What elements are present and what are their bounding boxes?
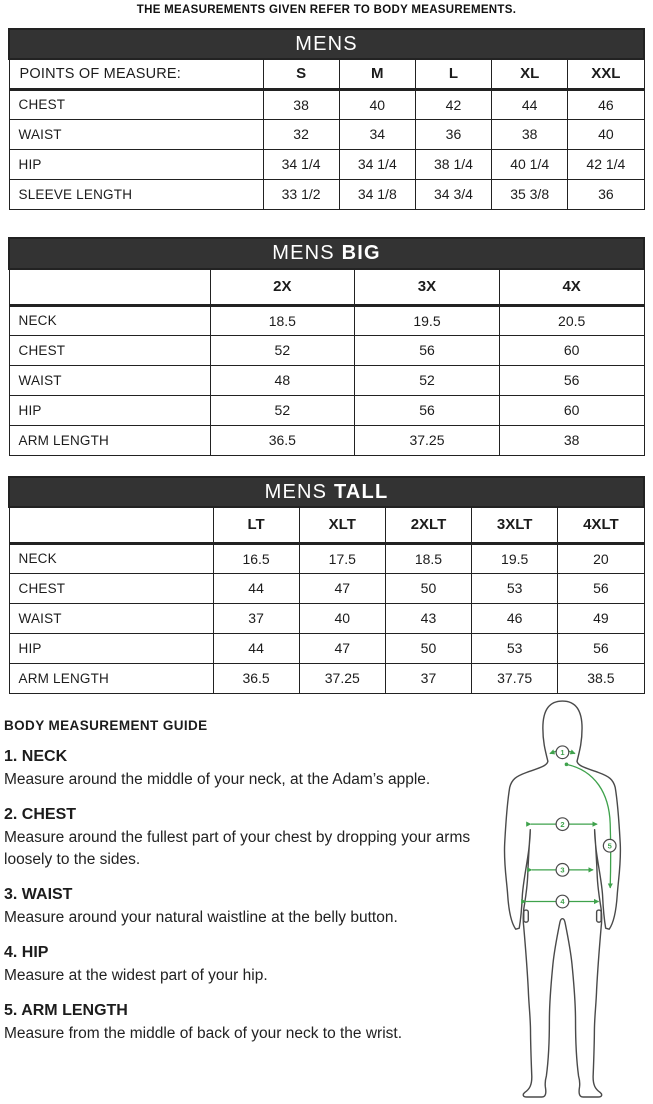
measure-value-cell: 34 1/4 xyxy=(339,149,415,179)
measure-row-label: CHEST xyxy=(9,573,213,603)
measure-value-cell: 44 xyxy=(213,633,299,663)
neck-arrow-right xyxy=(569,751,575,753)
measure-value-cell: 37.25 xyxy=(355,425,500,455)
measure-value-cell: 44 xyxy=(213,573,299,603)
marker-number-3: 3 xyxy=(560,865,565,875)
measure-value-cell: 34 xyxy=(339,119,415,149)
measure-value-cell: 50 xyxy=(385,573,471,603)
guide-section-body-hip: Measure at the widest part of your hip. xyxy=(4,967,268,984)
measure-value-cell: 34 1/4 xyxy=(263,149,339,179)
marker-number-5: 5 xyxy=(607,841,612,851)
measure-value-cell: 56 xyxy=(558,573,644,603)
size-column-header: XL xyxy=(492,59,568,89)
measure-row-label: NECK xyxy=(9,543,213,573)
measure-value-cell: 18.5 xyxy=(385,543,471,573)
guide-section-title-arm-length: 5. ARM LENGTH xyxy=(4,1002,128,1019)
points-of-measure-label xyxy=(9,269,210,305)
table-title-bar xyxy=(9,238,644,269)
measure-row-label: WAIST xyxy=(9,119,263,149)
guide-section-body-arm-length: Measure from the middle of back of your neck to the wrist. xyxy=(4,1025,403,1042)
measure-row xyxy=(9,305,644,335)
arm-length-start-dot xyxy=(565,763,569,767)
guide-heading: BODY MEASUREMENT GUIDE xyxy=(4,718,208,733)
measure-value-cell: 36.5 xyxy=(210,425,355,455)
table-title: MENS xyxy=(264,480,334,503)
measure-value-cell: 43 xyxy=(385,603,471,633)
table-title: MENS xyxy=(295,32,358,55)
measure-value-cell: 20.5 xyxy=(499,305,644,335)
size-column-header: 3X xyxy=(355,269,500,305)
marker-number-1: 1 xyxy=(560,747,565,757)
measure-row xyxy=(9,179,644,209)
points-of-measure-label xyxy=(9,507,213,543)
guide-section-body-waist: Measure around your natural waistline at the belly button. xyxy=(4,909,398,926)
mens-big-size-table xyxy=(8,237,645,456)
size-column-header: 3XLT xyxy=(472,507,558,543)
measure-value-cell: 53 xyxy=(472,573,558,603)
measure-value-cell: 49 xyxy=(558,603,644,633)
measure-value-cell: 52 xyxy=(210,335,355,365)
measure-row-label: WAIST xyxy=(9,603,213,633)
guide-section-title-neck: 1. NECK xyxy=(4,748,68,765)
measure-value-cell: 47 xyxy=(299,573,385,603)
measure-value-cell: 52 xyxy=(355,365,500,395)
measure-value-cell: 37 xyxy=(385,663,471,693)
measure-value-cell: 52 xyxy=(210,395,355,425)
measure-value-cell: 46 xyxy=(568,89,644,119)
measure-value-cell: 56 xyxy=(558,633,644,663)
measure-row xyxy=(9,603,644,633)
measure-row xyxy=(9,543,644,573)
body-measurement-guide xyxy=(4,718,490,1045)
measure-value-cell: 38 xyxy=(263,89,339,119)
measure-row-label: CHEST xyxy=(9,89,263,119)
measure-value-cell: 37.25 xyxy=(299,663,385,693)
neck-arrow-left xyxy=(550,751,556,753)
guide-section-body-neck: Measure around the middle of your neck, at the Adam’s apple. xyxy=(4,771,431,788)
size-column-header: S xyxy=(263,59,339,89)
size-column-header: 2XLT xyxy=(385,507,471,543)
measure-row xyxy=(9,395,644,425)
measure-value-cell: 40 xyxy=(339,89,415,119)
size-column-header: XXL xyxy=(568,59,644,89)
measure-value-cell: 34 1/8 xyxy=(339,179,415,209)
guide-section-title-chest: 2. CHEST xyxy=(4,806,77,823)
measure-value-cell: 33 1/2 xyxy=(263,179,339,209)
measure-value-cell: 56 xyxy=(355,335,500,365)
table-title-bar xyxy=(9,29,644,59)
measure-value-cell: 56 xyxy=(499,365,644,395)
body-measurements-note: THE MEASUREMENTS GIVEN REFER TO BODY MEASUREMENTS. xyxy=(136,4,517,16)
measure-value-cell: 50 xyxy=(385,633,471,663)
left-cuff-slot xyxy=(524,910,529,922)
guide-section-body-chest: Measure around the fullest part of your chest by dropping your arms loosely to the sides. xyxy=(4,829,471,868)
table-title-emphasis: TALL xyxy=(333,480,389,503)
measure-value-cell: 37 xyxy=(213,603,299,633)
guide-section-title-hip: 4. HIP xyxy=(4,944,49,961)
body-measurement-figure xyxy=(498,697,645,1099)
measure-value-cell: 38.5 xyxy=(558,663,644,693)
measure-value-cell: 48 xyxy=(210,365,355,395)
measure-row xyxy=(9,573,644,603)
points-of-measure-label: POINTS OF MEASURE: xyxy=(9,59,263,89)
measure-row-label: WAIST xyxy=(9,365,210,395)
measure-value-cell: 46 xyxy=(472,603,558,633)
measure-value-cell: 40 xyxy=(299,603,385,633)
size-column-header: XLT xyxy=(299,507,385,543)
measure-value-cell: 35 3/8 xyxy=(492,179,568,209)
size-column-header: M xyxy=(339,59,415,89)
measure-value-cell: 20 xyxy=(558,543,644,573)
measure-value-cell: 53 xyxy=(472,633,558,663)
mens-size-table xyxy=(8,28,645,210)
measure-row xyxy=(9,149,644,179)
measure-value-cell: 38 1/4 xyxy=(415,149,491,179)
table-title-bar xyxy=(9,477,644,507)
measure-row-label: ARM LENGTH xyxy=(9,425,210,455)
measure-row xyxy=(9,425,644,455)
measure-value-cell: 34 3/4 xyxy=(415,179,491,209)
size-column-header: 4XLT xyxy=(558,507,644,543)
measure-value-cell: 44 xyxy=(492,89,568,119)
size-column-header: L xyxy=(415,59,491,89)
measure-row-label: CHEST xyxy=(9,335,210,365)
measure-row xyxy=(9,633,644,663)
measure-value-cell: 36 xyxy=(415,119,491,149)
measure-row-label: HIP xyxy=(9,395,210,425)
measure-value-cell: 38 xyxy=(492,119,568,149)
measure-row xyxy=(9,119,644,149)
measure-row xyxy=(9,365,644,395)
measure-value-cell: 60 xyxy=(499,335,644,365)
mens-tall-size-table xyxy=(8,476,645,694)
marker-number-4: 4 xyxy=(560,897,565,907)
measure-row-label: NECK xyxy=(9,305,210,335)
measure-row xyxy=(9,89,644,119)
measure-value-cell: 19.5 xyxy=(355,305,500,335)
measure-value-cell: 56 xyxy=(355,395,500,425)
measure-row-label: SLEEVE LENGTH xyxy=(9,179,263,209)
measure-row-label: HIP xyxy=(9,149,263,179)
measure-value-cell: 17.5 xyxy=(299,543,385,573)
right-cuff-slot xyxy=(597,910,602,922)
measure-value-cell: 36 xyxy=(568,179,644,209)
measure-value-cell: 42 1/4 xyxy=(568,149,644,179)
measure-row-label: HIP xyxy=(9,633,213,663)
guide-section-title-waist: 3. WAIST xyxy=(4,886,73,903)
table-title: MENS xyxy=(272,242,342,264)
size-column-header: LT xyxy=(213,507,299,543)
marker-number-2: 2 xyxy=(560,819,565,829)
size-column-header: 4X xyxy=(499,269,644,305)
table-title-emphasis: BIG xyxy=(341,242,381,264)
size-column-header: 2X xyxy=(210,269,355,305)
measure-row-label: ARM LENGTH xyxy=(9,663,213,693)
body-outline-illustration xyxy=(498,697,645,1099)
measure-value-cell: 40 xyxy=(568,119,644,149)
measure-value-cell: 19.5 xyxy=(472,543,558,573)
measure-value-cell: 36.5 xyxy=(213,663,299,693)
measure-value-cell: 32 xyxy=(263,119,339,149)
measure-value-cell: 60 xyxy=(499,395,644,425)
measure-value-cell: 38 xyxy=(499,425,644,455)
measure-row xyxy=(9,335,644,365)
measure-row xyxy=(9,663,644,693)
measure-value-cell: 40 1/4 xyxy=(492,149,568,179)
measure-value-cell: 47 xyxy=(299,633,385,663)
measure-value-cell: 16.5 xyxy=(213,543,299,573)
measure-value-cell: 37.75 xyxy=(472,663,558,693)
measure-value-cell: 18.5 xyxy=(210,305,355,335)
measure-value-cell: 42 xyxy=(415,89,491,119)
